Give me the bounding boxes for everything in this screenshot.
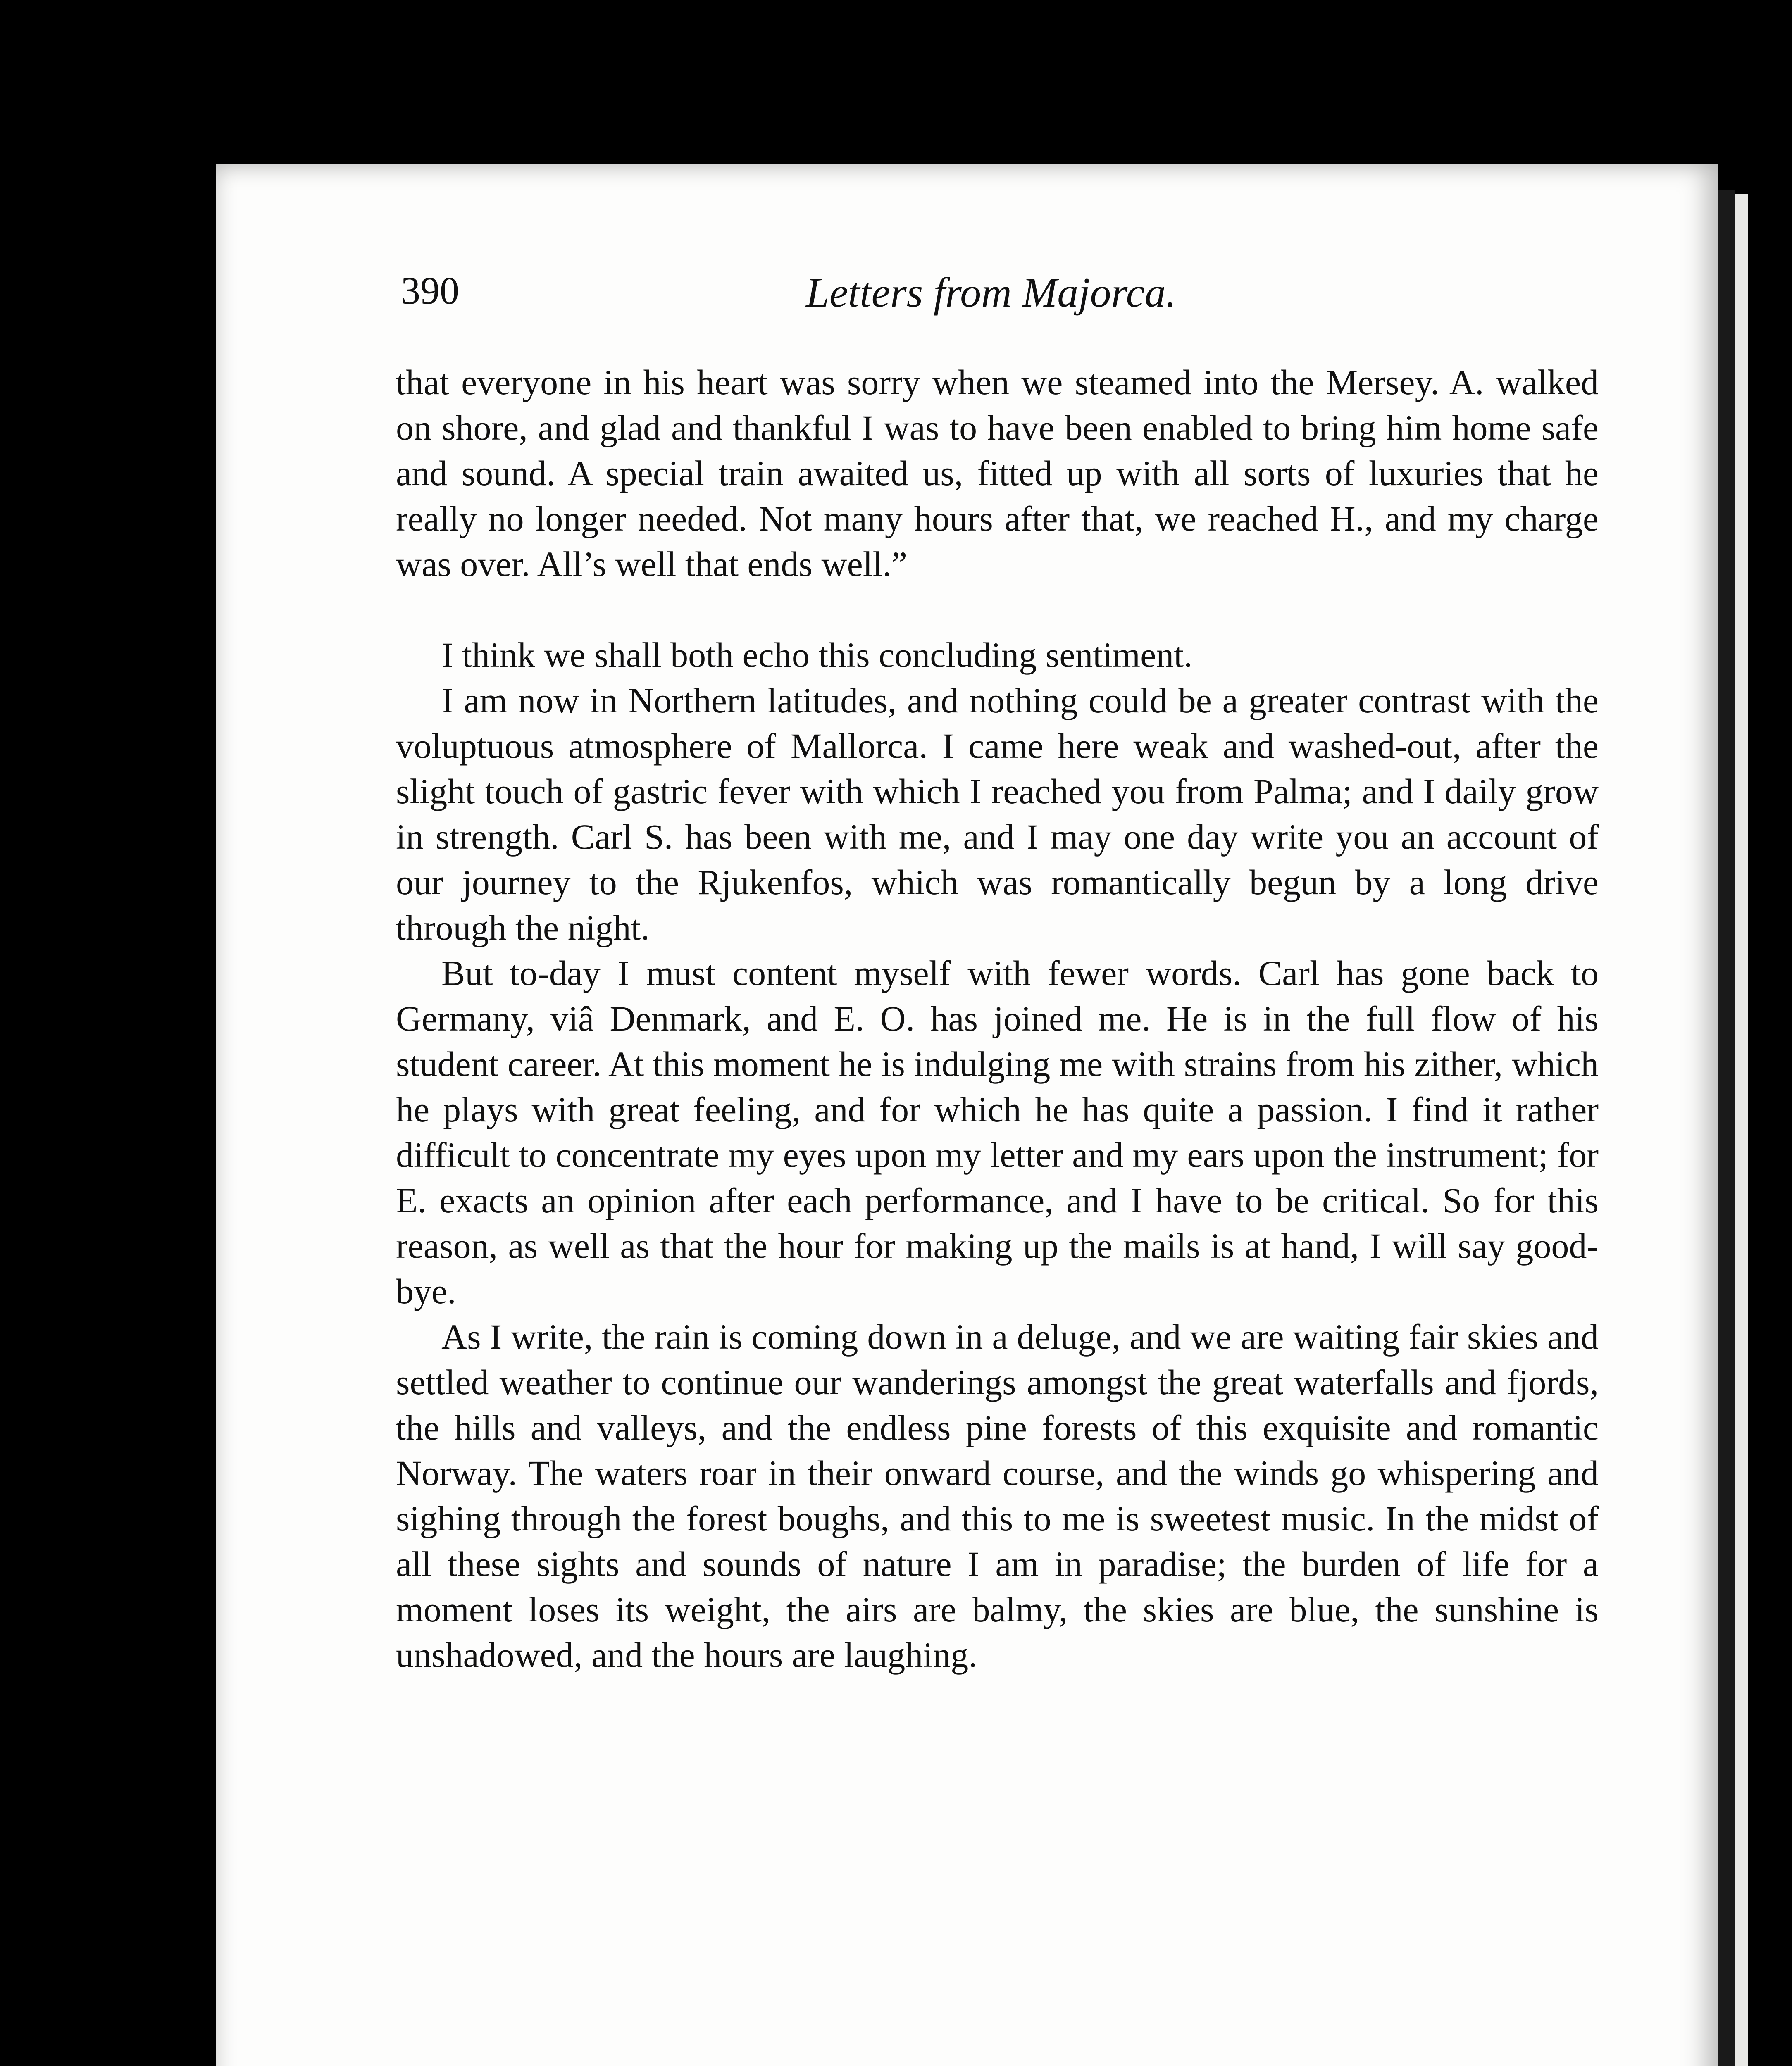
paragraph: But to-day I must content myself with fewer words. Carl has gone back to Germany, viâ Denmark, and E. O. has joined me. He is in the full flow of his student career. At this moment he is indulging me with strains from his zither, which he plays with great feeling, and for which he has quite a passion. I find it rather difficult to concentrate my eyes upon my letter and my ears upon the instrument; for E. exacts an opinion after each performance, and I have to be critical. So for this reason, as well as that the hour for making up the mails is at hand, I will say good-bye. [396, 953, 1599, 1311]
page-gutter-shadow [1718, 190, 1735, 2066]
page-number: 390 [401, 269, 459, 312]
paragraph: I am now in Northern latitudes, and nothing could be a greater contrast with the voluptuous atmosphere of Mallorca. I came here weak and washed-out, after the slight touch of gastric fever with which I reached you from Palma; and I daily grow in strength. Carl S. has been with me, and I may one day write you an account of our journey to the Rjukenfos, which was romantically begun by a long drive through the night. [396, 681, 1599, 947]
body-text [396, 359, 1599, 1678]
paragraph-continued: that everyone in his heart was sorry when we steamed into the Mersey. A. walked on shore, and glad and thankful I was to have been enabled to bring him home safe and sound. A special train awaited us, fitted up with all sorts of luxuries that he really no longer needed. Not many hours after that, we reached H., and my charge was over. All’s well that ends well.” [396, 362, 1599, 584]
running-title: Letters from Majorca. [806, 269, 1177, 316]
paragraph: I think we shall both echo this concluding sentiment. [441, 635, 1193, 675]
page-header [401, 269, 1641, 331]
next-page-edge [1735, 194, 1748, 2066]
paragraph: As I write, the rain is coming down in a deluge, and we are waiting fair skies and settled weather to continue our wanderings amongst the great waterfalls and fjords, the hills and valleys, and the endless pine forests of this exquisite and romantic Norway. The waters roar in their onward course, and the winds go whispering and sighing through the forest boughs, and this to me is sweetest music. In the midst of all these sights and sounds of nature I am in paradise; the burden of life for a moment loses its weight, the airs are balmy, the skies are blue, the sunshine is unshadowed, and the hours are laughing. [396, 1317, 1599, 1675]
